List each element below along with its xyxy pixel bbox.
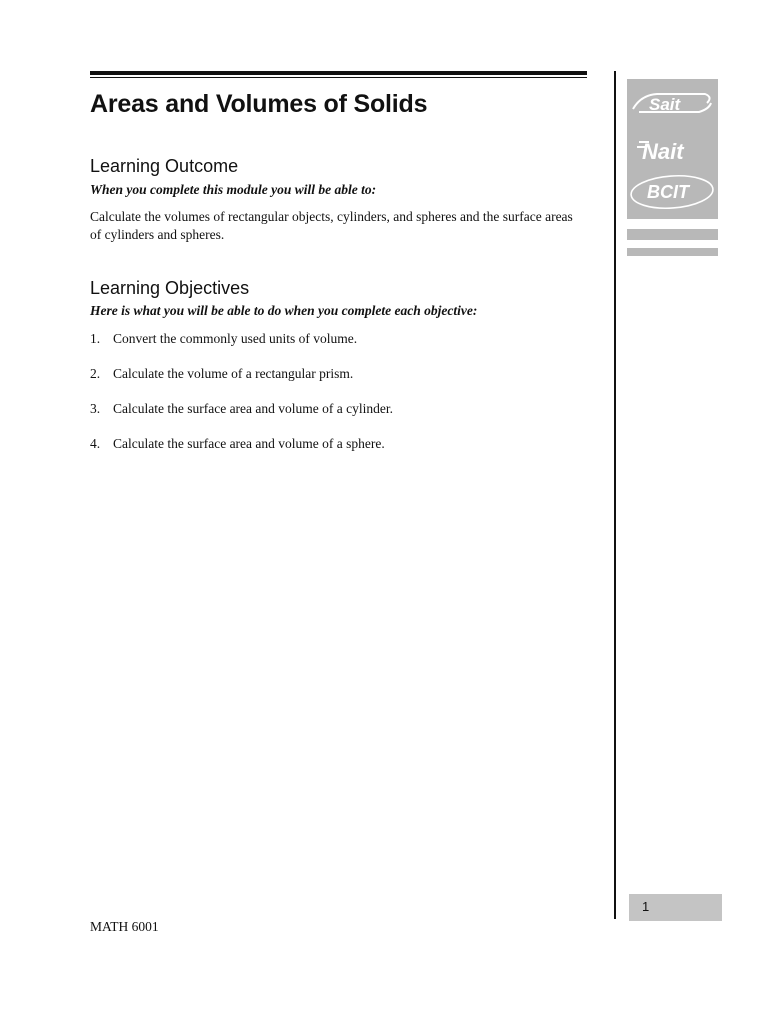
header-rule-thin [90,77,587,78]
objective-text: Convert the commonly used units of volume. [113,331,358,346]
institution-logos-graphic [627,79,718,219]
svg-text:Nait: Nait [642,139,684,164]
objective-text: Calculate the surface area and volume of a sphere. [113,436,385,451]
page-number-box [629,894,722,921]
bcit-logo [630,173,714,211]
institution-logos [627,79,718,219]
decorative-bar [627,248,718,256]
svg-text:BCIT: BCIT [647,182,689,202]
course-code-footer: MATH 6001 [90,919,159,934]
outcome-heading: Learning Outcome [90,156,239,176]
objective-number: 1. [90,331,101,346]
objective-number: 4. [90,436,101,451]
outcome-lead: When you complete this module you will be able to: [90,182,377,197]
page-number: 1 [642,899,650,914]
decorative-bar [627,229,718,240]
nait-logo [637,139,685,164]
sait-logo [633,94,711,114]
svg-text:Sait: Sait [649,95,681,114]
objectives-heading: Learning Objectives [90,278,250,298]
header-rule-thick [90,71,587,75]
objective-number: 3. [90,401,101,416]
page-title: Areas and Volumes of Solids [90,90,428,118]
margin-divider [614,71,616,919]
outcome-text: Calculate the volumes of rectangular objects, cylinders, and spheres and the surface areas of cylinders and spheres. [90,209,573,242]
objective-number: 2. [90,366,101,381]
objectives-lead: Here is what you will be able to do when you complete each objective: [90,303,478,318]
objective-text: Calculate the volume of a rectangular prism. [113,366,354,381]
objective-text: Calculate the surface area and volume of a cylinder. [113,401,393,416]
